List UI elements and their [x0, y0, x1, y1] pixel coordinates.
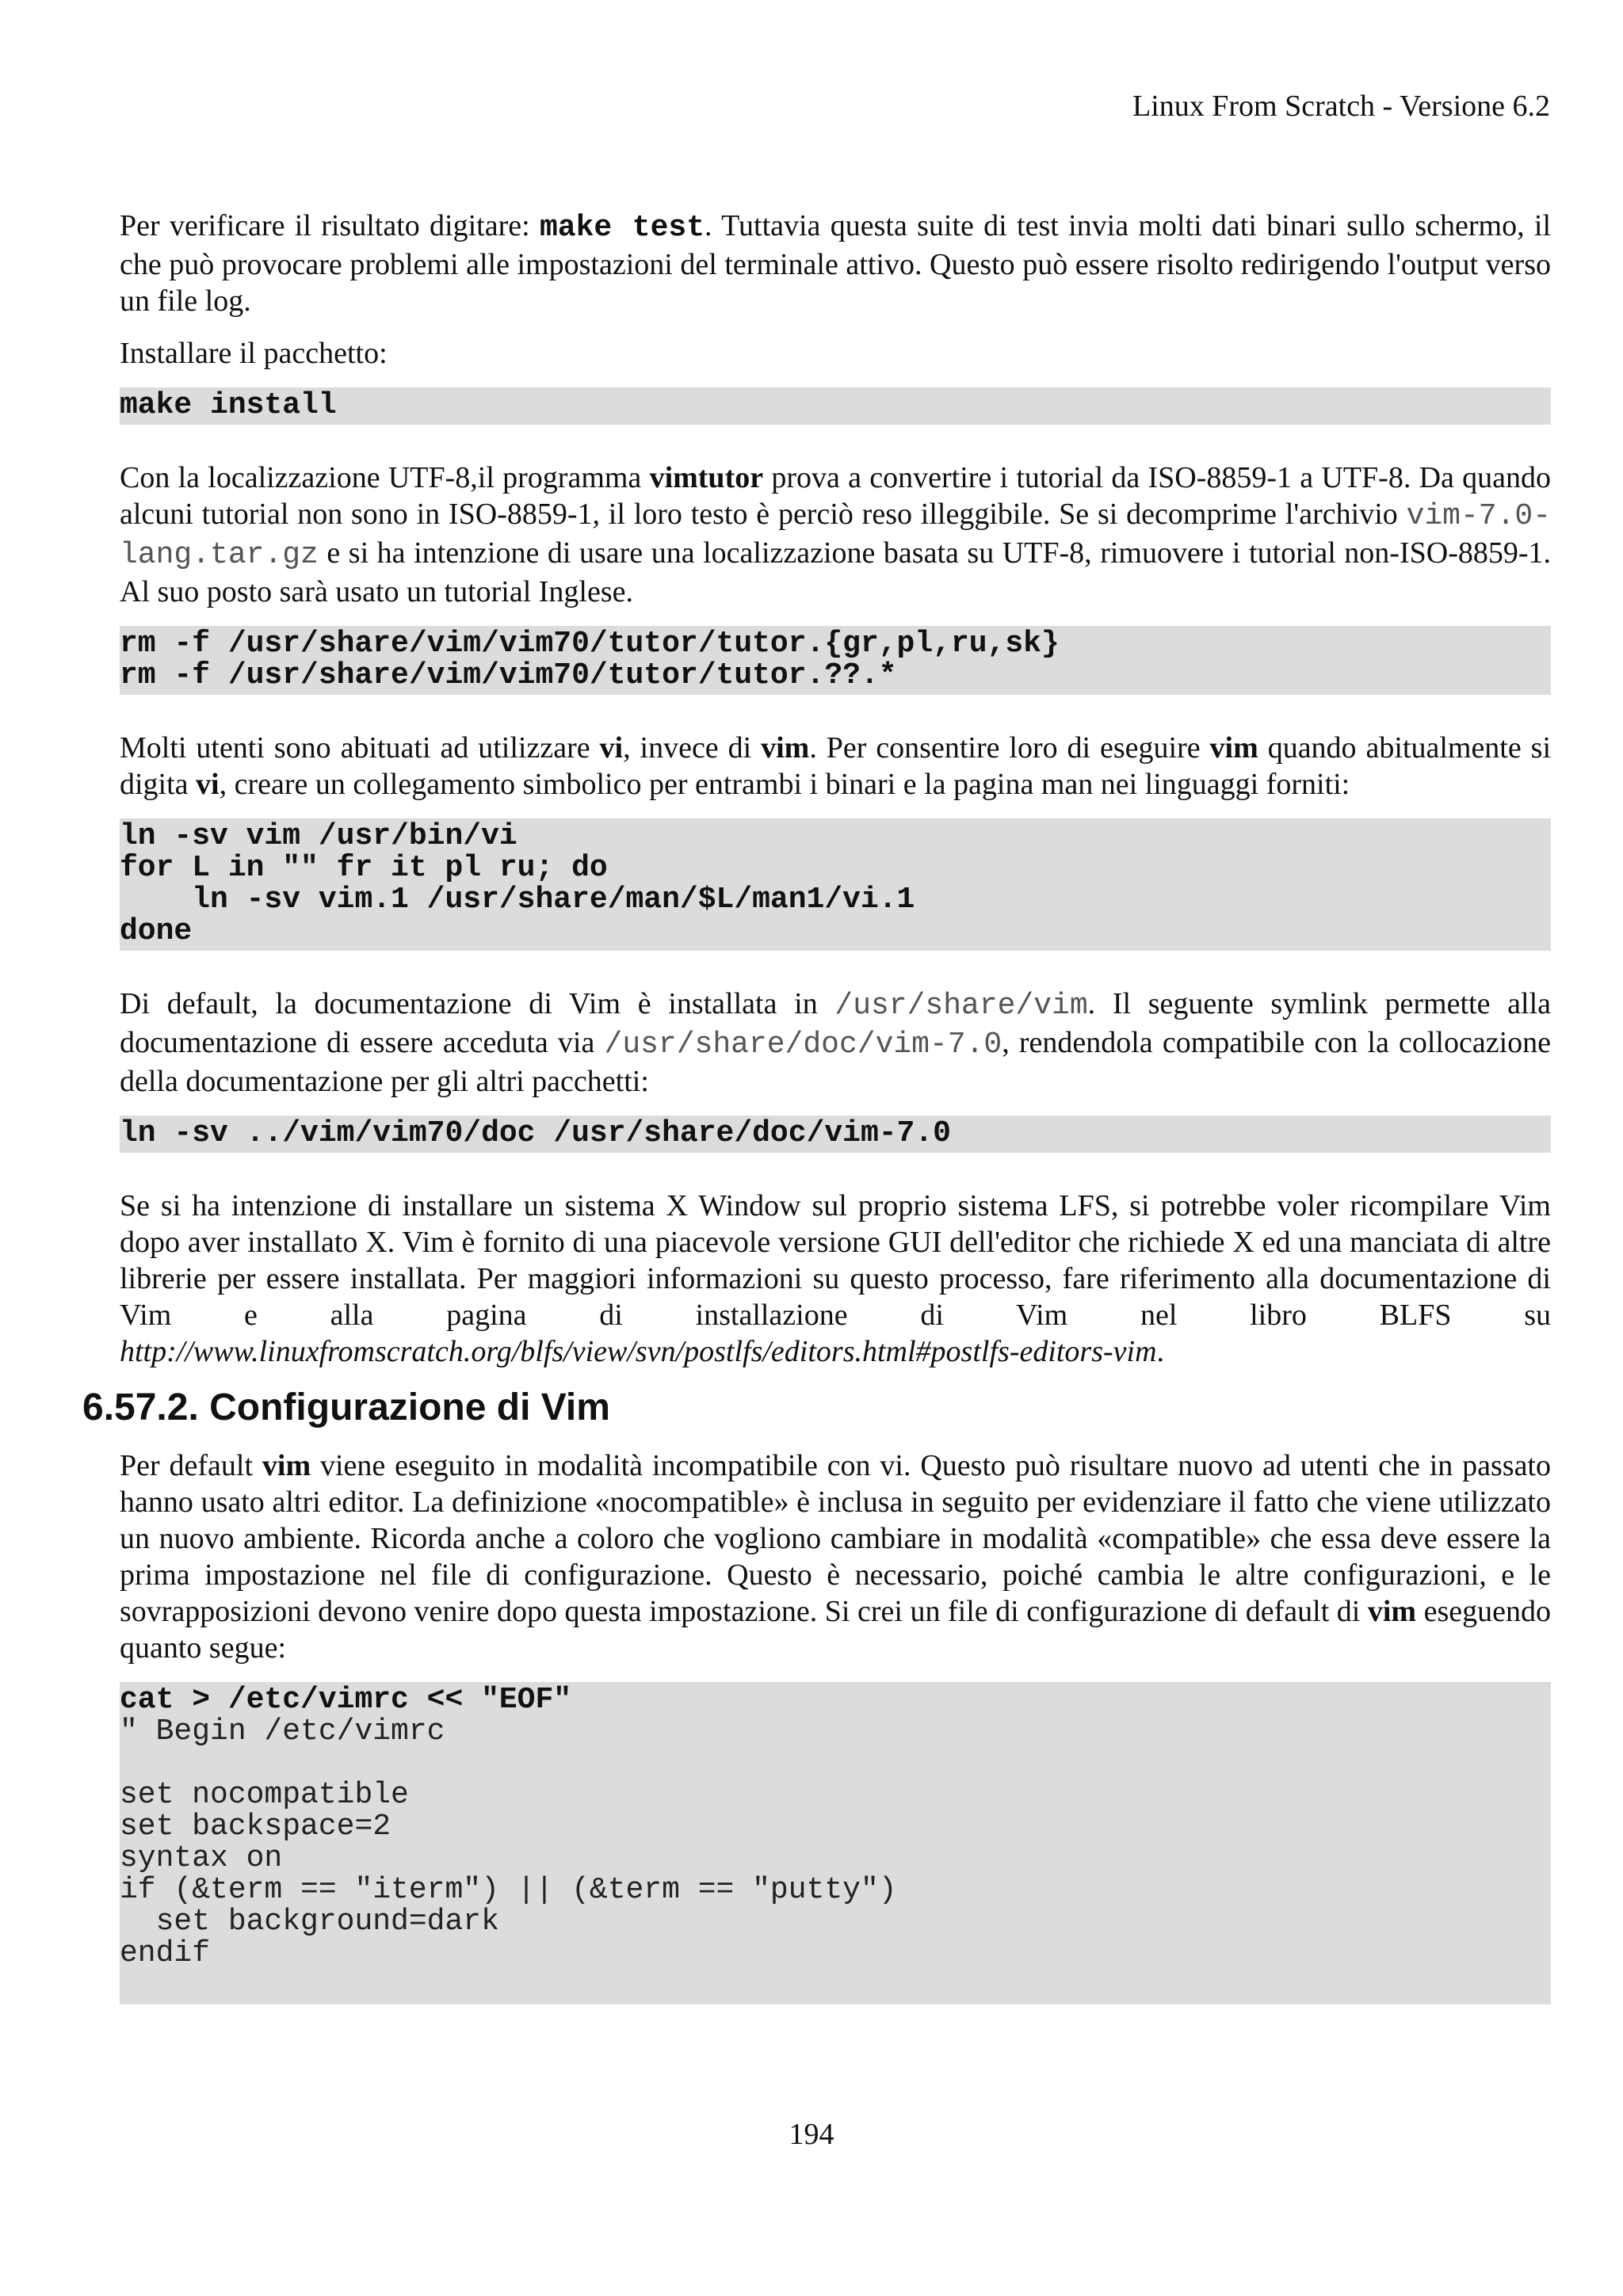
- code-line: ln -sv vim /usr/bin/vi: [120, 819, 517, 853]
- path-doc-vim: /usr/share/doc/vim-7.0: [604, 1028, 1002, 1062]
- filename-lang-archive: vim-7.0-lang.tar.gz: [120, 499, 1551, 572]
- text: e si ha intenzione di usare una localizzazione basata su UTF-8, rimuovere i tutorial non-ISO-8859-1. Al suo posto sarà usato un tutorial Inglese.: [120, 536, 1551, 608]
- paragraph-make-test: [120, 208, 1551, 319]
- page-number: 194: [789, 2118, 834, 2151]
- text: eseguendo quanto segue:: [120, 1595, 1551, 1665]
- path-usr-share-vim: /usr/share/vim: [834, 989, 1088, 1023]
- code-line: set background=dark: [120, 1905, 499, 1939]
- term-vi: vi: [196, 768, 220, 801]
- text: . Il seguente symlink permette alla documentazione di essere acceduta via: [120, 987, 1551, 1059]
- code-line: set backspace=2: [120, 1810, 391, 1844]
- command-make-test: make test: [539, 211, 705, 245]
- section-heading: 6.57.2. Configurazione di Vim: [82, 1386, 610, 1428]
- page-content: [82, 208, 1552, 2004]
- text: Con la localizzazione UTF-8,il programma: [120, 461, 650, 494]
- code-line: cat > /etc/vimrc << "EOF": [120, 1683, 572, 1717]
- term-vim: vim: [1367, 1595, 1417, 1628]
- running-header: Linux From Scratch - Versione 6.2: [1132, 90, 1550, 123]
- code-block-make-install: [120, 387, 1551, 425]
- text: quando abitualmente si digita: [120, 731, 1552, 801]
- text: Per verificare il risultato digitare:: [120, 209, 540, 242]
- paragraph-documentation: [120, 986, 1551, 1100]
- term-vim: vim: [1209, 731, 1258, 765]
- paragraph-install-intro: Installare il pacchetto:: [120, 337, 388, 370]
- text: Molti utenti sono abituati ad utilizzare: [120, 731, 600, 765]
- code-line: if (&term == "iterm") || (&term == "putty"): [120, 1873, 897, 1907]
- code-line: rm -f /usr/share/vim/vim70/tutor/tutor.??.*: [120, 658, 897, 692]
- code-line: set nocompatible: [120, 1778, 409, 1812]
- blfs-link[interactable]: http://www.linuxfromscratch.org/blfs/view/svn/postlfs/editors.html#postlfs-editors-vim: [120, 1335, 1157, 1368]
- paragraph-vimtutor: [120, 460, 1551, 610]
- code-block-remove-tutorials: [120, 626, 1551, 695]
- term-vim: vim: [262, 1449, 311, 1482]
- text: , creare un collegamento simbolico per entrambi i binari e la pagina man nei linguaggi forniti:: [219, 768, 1350, 801]
- code-line: for L in "" fr it pl ru; do: [120, 851, 608, 885]
- paragraph-vi-symlink: [120, 730, 1551, 803]
- code-line: " Begin /etc/vimrc: [120, 1714, 445, 1749]
- code-line: syntax on: [120, 1841, 283, 1875]
- text: Se si ha intenzione di installare un sistema X Window sul proprio sistema LFS, si potrebbe voler ricompilare Vim dopo aver installato X. Vim è fornito di una piacevole versione GUI dell'editor che richiede X ed una manciata di altre librerie per essere installata. Per maggiori informazioni su questo processo, fare riferimento alla documentazione di Vim e alla pagina di installazione di Vim nel libro BLFS su: [120, 1189, 1551, 1332]
- code-line: ln -sv vim.1 /usr/share/man/$L/man1/vi.1: [120, 883, 915, 917]
- code-line: rm -f /usr/share/vim/vim70/tutor/tutor.{gr,pl,ru,sk}: [120, 627, 1060, 661]
- code-block-symlinks: [120, 818, 1551, 951]
- text: , invece di: [623, 731, 762, 765]
- paragraph-configuration: [120, 1447, 1551, 1666]
- term-vim: vim: [761, 731, 810, 765]
- code-line: endif: [120, 1936, 211, 1970]
- text: viene eseguito in modalità incompatibile con vi. Questo può risultare nuovo ad utenti che in passato hanno usato altri editor. La definizione «nocompatible» è inclusa in seguito per evidenziare il fatto che viene utilizzato un nuovo ambiente. Ricorda anche a coloro che vogliono cambiare in modalità «compatible» che essa deve essere la prima impostazione nel file di configurazione. Questo è necessario, poiché cambia le altre configurazioni, e le sovrapposizioni devono venire dopo questa impostazione. Si crei un file di configurazione di default di: [120, 1449, 1551, 1628]
- paragraph-x-window: [120, 1188, 1551, 1370]
- code-block-vimrc: [120, 1682, 1551, 2004]
- code-line: ln -sv ../vim/vim70/doc /usr/share/doc/vim-7.0: [120, 1116, 951, 1150]
- text: . Tuttavia questa suite di test invia molti dati binari sullo schermo, il che può provocare problemi alle impostazioni del terminale attivo. Questo può essere risolto redirigendo l'output verso un file log.: [120, 209, 1552, 318]
- text: . Per consentire loro di eseguire: [809, 731, 1210, 765]
- text: Per default: [120, 1449, 262, 1482]
- code-block-doc-symlink: [120, 1116, 1551, 1153]
- code-line-blank: [120, 1748, 1551, 1779]
- term-vi: vi: [599, 731, 624, 765]
- code-line: make install: [120, 388, 337, 422]
- text: .: [1156, 1335, 1165, 1368]
- text: Di default, la documentazione di Vim è installata in: [120, 987, 835, 1020]
- code-line: done: [120, 914, 193, 948]
- text: prova a convertire i tutorial da ISO-8859-1 a UTF-8. Da quando alcuni tutorial non sono in ISO-8859-1, il loro testo è perciò reso illeggibile. Se si decomprime l'archivio: [120, 461, 1552, 531]
- term-vimtutor: vimtutor: [649, 461, 764, 494]
- text: , rendendola compatibile con la collocazione della documentazione per gli altri pacchetti:: [120, 1026, 1551, 1098]
